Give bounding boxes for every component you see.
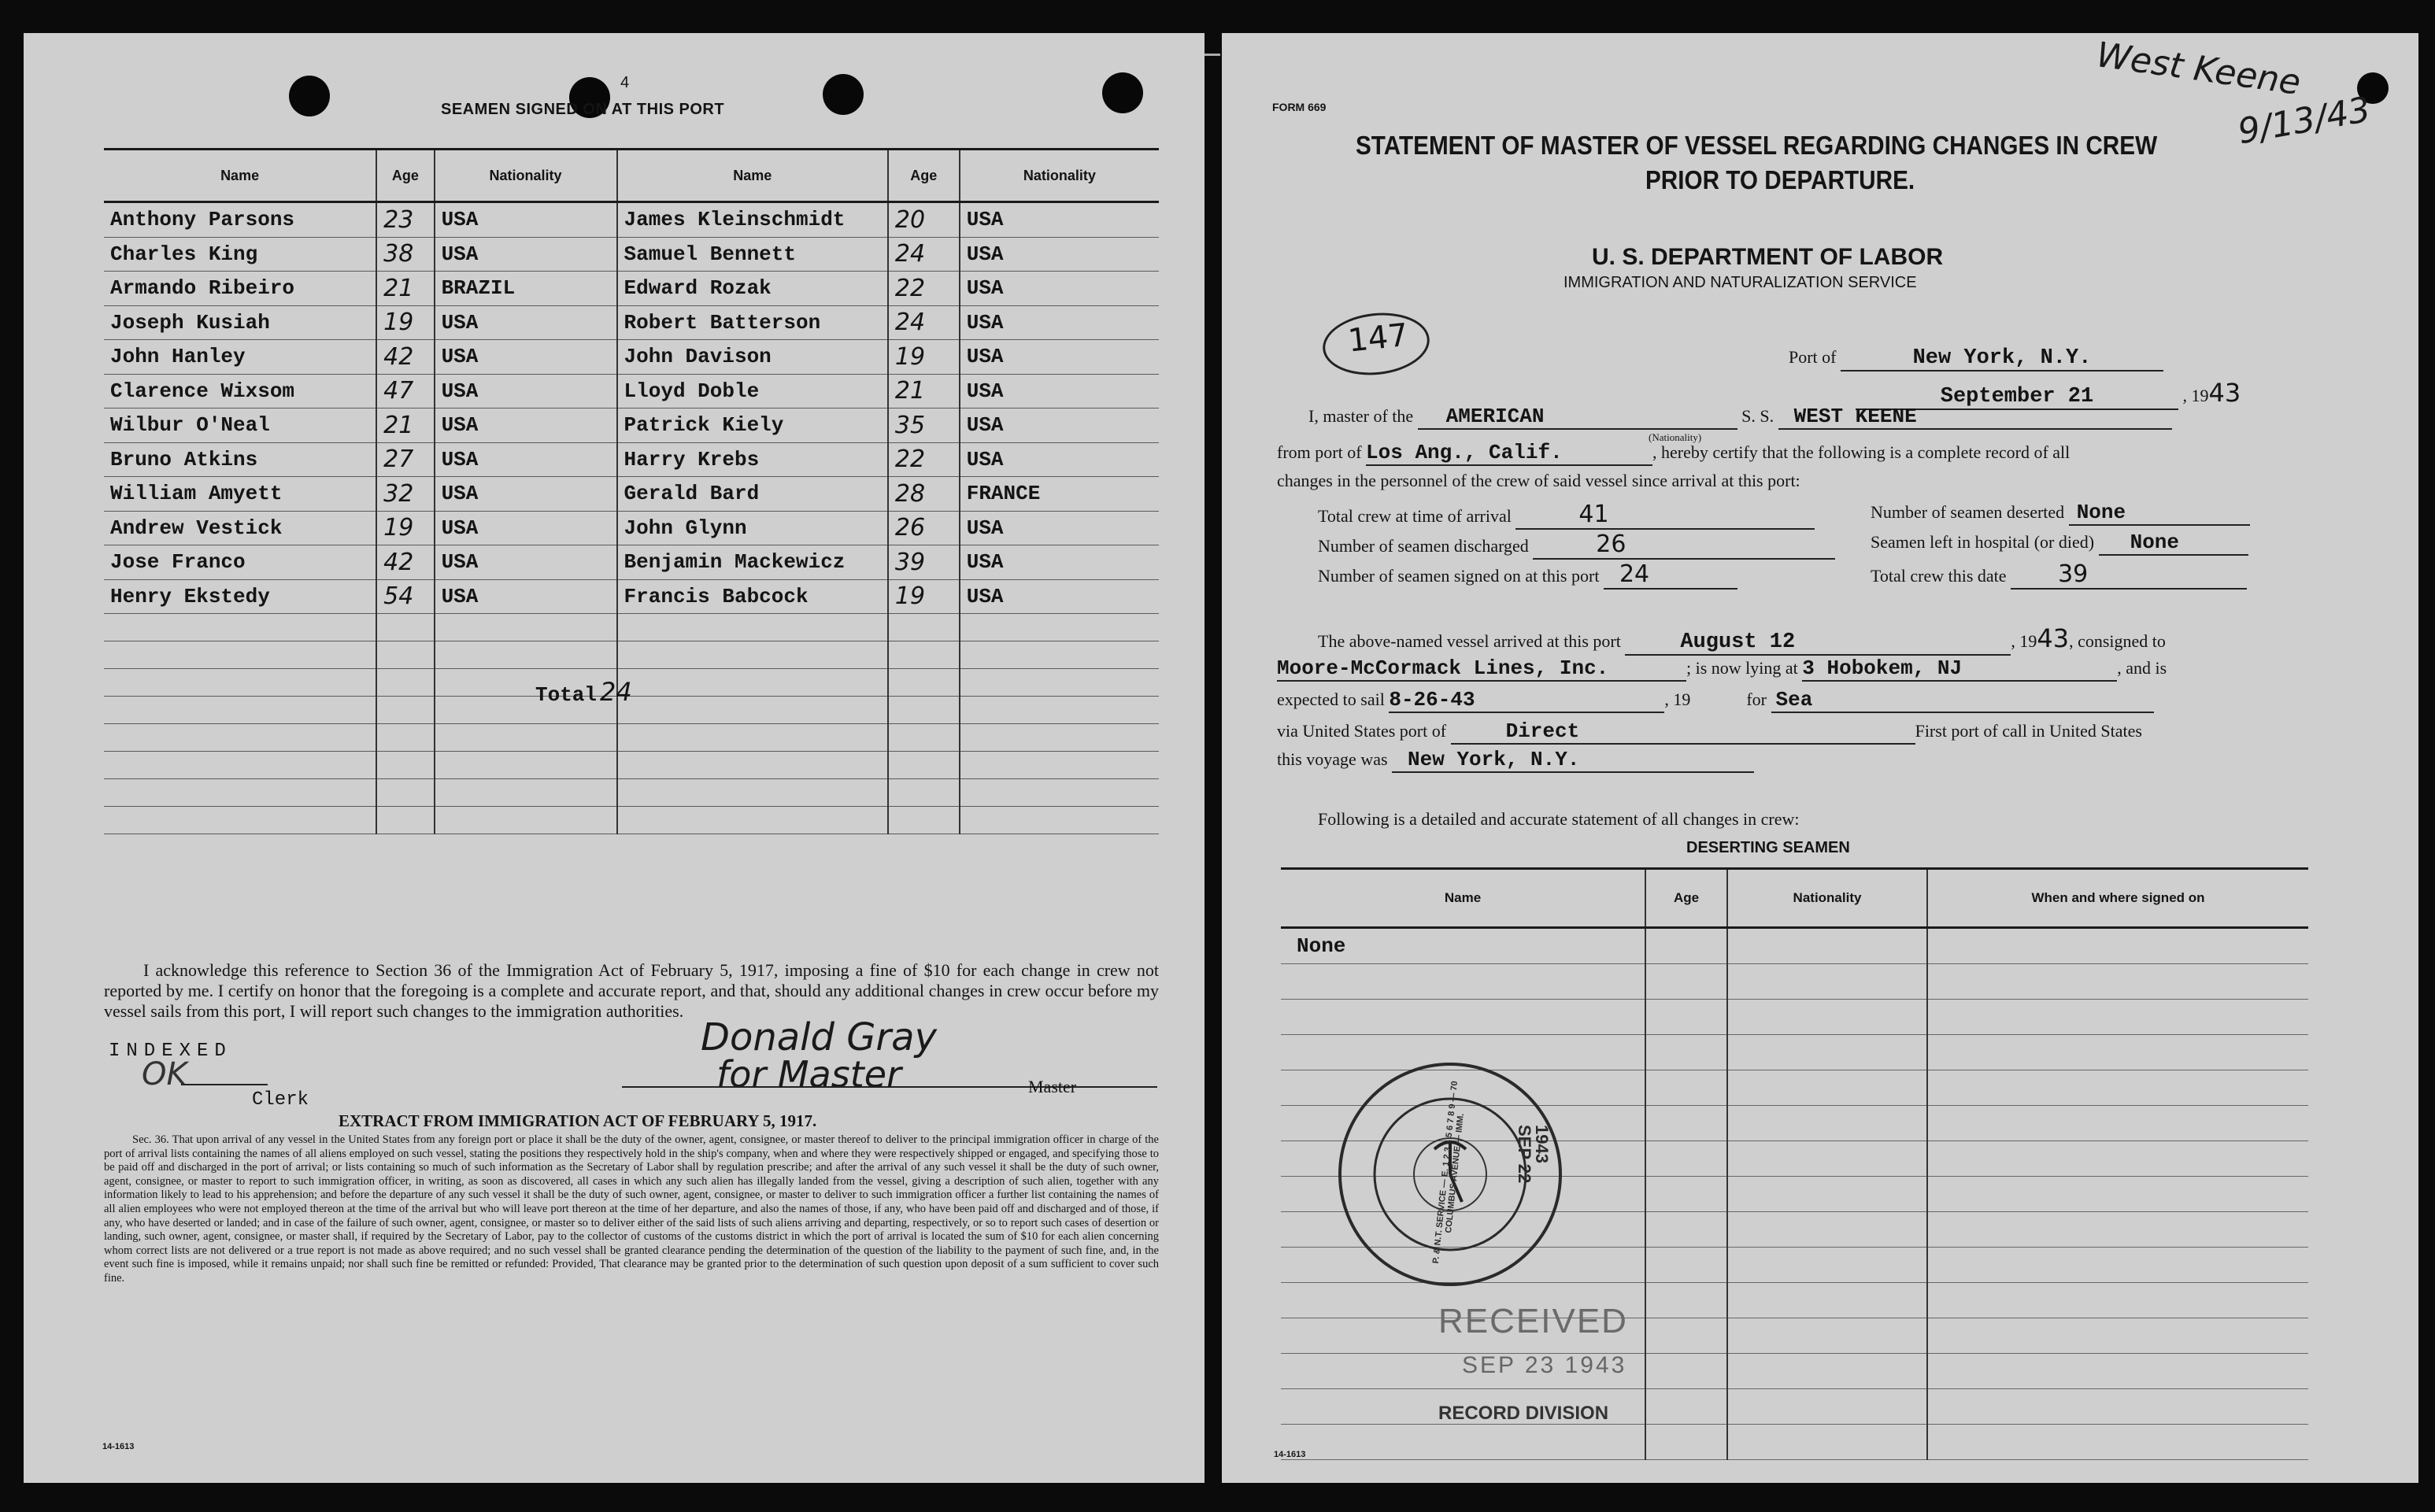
crew-age: 42 <box>376 340 434 375</box>
punch-hole <box>289 76 330 116</box>
port-field: Port of New York, N.Y. <box>1789 346 2163 372</box>
page-number: 4 <box>620 74 630 91</box>
desert-cell <box>1645 1070 1727 1106</box>
blank-cell <box>104 779 376 807</box>
blank-cell <box>888 724 960 752</box>
crew-age: 21 <box>376 408 434 443</box>
crew-name: Wilbur O'Neal <box>104 408 376 443</box>
blank-cell <box>617 641 888 669</box>
desert-cell <box>1927 928 2308 964</box>
crew-name: Charles King <box>104 237 376 272</box>
desert-cell <box>1927 1354 2308 1389</box>
table-row <box>104 579 1159 614</box>
circled-number: 147 <box>1319 308 1432 380</box>
blank-cell <box>960 779 1159 807</box>
crew-nationality: USA <box>435 511 617 545</box>
blank-cell <box>104 614 376 641</box>
desert-cell: None <box>1281 928 1645 964</box>
blank-cell <box>617 669 888 697</box>
right-page <box>1222 33 2418 1483</box>
table-row <box>104 202 1159 238</box>
table-row <box>104 477 1159 512</box>
desert-cell <box>1927 1389 2308 1425</box>
desert-cell <box>1645 1389 1727 1425</box>
from-port-line: from port of Los Ang., Calif. , hereby certify that the following is a complete record of all <box>1277 441 2070 464</box>
table-row <box>104 305 1159 340</box>
blank-cell <box>435 724 617 752</box>
crew-nationality: USA <box>960 511 1159 545</box>
date-field: September 21 , 1943 <box>1856 378 2241 410</box>
crew-nationality: USA <box>435 237 617 272</box>
indexed-stamp: INDEXED <box>109 1041 232 1062</box>
table-row <box>104 545 1159 580</box>
table-row <box>1281 1389 2308 1425</box>
deserted-count: Number of seamen deserted None <box>1871 501 2250 526</box>
total-value: 24 <box>600 677 632 707</box>
desert-cell <box>1281 1425 1645 1460</box>
blank-cell <box>376 669 434 697</box>
desert-cell <box>1727 1389 1927 1425</box>
changes-text: changes in the personnel of the crew of said vessel since arrival at this port: <box>1277 471 1800 490</box>
blank-cell <box>376 724 434 752</box>
postmark-date: 1943 SEP 22 <box>1515 1125 1552 1184</box>
desert-cell <box>1727 1283 1927 1318</box>
column-header: Age <box>888 150 960 202</box>
crew-name: Patrick Kiely <box>617 408 888 443</box>
crew-name: Joseph Kusiah <box>104 305 376 340</box>
section-heading: SEAMEN SIGNED ON AT THIS PORT <box>441 101 725 118</box>
desert-cell <box>1645 1177 1727 1212</box>
crew-nationality: USA <box>435 579 617 614</box>
crew-age: 19 <box>376 511 434 545</box>
crew-nationality: USA <box>435 477 617 512</box>
column-header: Nationality <box>435 150 617 202</box>
table-row <box>1281 964 2308 1000</box>
blank-cell <box>888 779 960 807</box>
crew-age: 26 <box>888 511 960 545</box>
blank-cell <box>104 752 376 779</box>
nationality-value: AMERICAN <box>1418 405 1737 430</box>
desert-cell <box>1927 964 2308 1000</box>
crew-signed-on-table <box>104 148 1159 834</box>
crew-nationality: USA <box>960 408 1159 443</box>
crew-age: 42 <box>376 545 434 580</box>
blank-row <box>104 641 1159 669</box>
date-year: 43 <box>2208 378 2241 408</box>
crew-nationality: USA <box>435 340 617 375</box>
desert-cell <box>1727 1318 1927 1354</box>
blank-cell <box>888 807 960 834</box>
blank-cell <box>960 669 1159 697</box>
desert-cell <box>1645 928 1727 964</box>
crew-name: Lloyd Doble <box>617 374 888 408</box>
column-header: Name <box>617 150 888 202</box>
crew-nationality: USA <box>435 202 617 238</box>
ship-name-value: WEST KEENE <box>1778 405 2172 430</box>
blank-cell <box>617 807 888 834</box>
crew-nationality: USA <box>435 442 617 477</box>
crew-name: Gerald Bard <box>617 477 888 512</box>
desert-cell <box>1927 1035 2308 1070</box>
desert-cell <box>1727 964 1927 1000</box>
total-label: Total <box>535 683 598 707</box>
desert-cell <box>1645 1425 1727 1460</box>
blank-cell <box>376 697 434 724</box>
crew-age: 19 <box>888 340 960 375</box>
table-header-row <box>1281 869 2308 928</box>
table-row <box>104 374 1159 408</box>
table-row <box>1281 1425 2308 1460</box>
clerk-label: Clerk <box>252 1089 309 1111</box>
crew-nationality: USA <box>960 374 1159 408</box>
column-header: Age <box>376 150 434 202</box>
desert-cell <box>1927 1106 2308 1141</box>
desert-cell <box>1927 1425 2308 1460</box>
crew-name: Bruno Atkins <box>104 442 376 477</box>
desert-cell <box>1927 1070 2308 1106</box>
master-label: Master <box>1028 1077 1077 1096</box>
column-header: When and where signed on <box>1927 869 2308 928</box>
desert-cell <box>1927 1141 2308 1177</box>
desert-cell <box>1727 1106 1927 1141</box>
received-date-stamp: SEP 23 1943 <box>1462 1352 1627 1378</box>
table-row <box>104 511 1159 545</box>
deserting-heading: DESERTING SEAMEN <box>1686 839 1850 856</box>
blank-cell <box>104 697 376 724</box>
signed-on-count: Number of seamen signed on at this port 24 <box>1318 560 1737 590</box>
crew-nationality: USA <box>960 237 1159 272</box>
blank-cell <box>888 752 960 779</box>
total-row <box>535 677 632 707</box>
form-number: FORM 669 <box>1272 101 1327 113</box>
blank-cell <box>435 752 617 779</box>
crew-name: Armando Ribeiro <box>104 272 376 306</box>
table-row <box>104 237 1159 272</box>
blank-cell <box>104 669 376 697</box>
signature-line <box>622 1086 1157 1088</box>
desert-cell <box>1927 1000 2308 1035</box>
desert-cell <box>1645 1248 1727 1283</box>
column-header: Age <box>1645 869 1727 928</box>
table-header-row <box>104 150 1159 202</box>
crew-age: 19 <box>376 305 434 340</box>
blank-cell <box>960 641 1159 669</box>
crew-age: 20 <box>888 202 960 238</box>
clerk-initials: OK <box>142 1056 187 1092</box>
column-header: Nationality <box>960 150 1159 202</box>
blank-cell <box>617 752 888 779</box>
master-signature: Donald Gray <box>701 1015 937 1059</box>
nationality-caption: (Nationality) <box>1649 431 1702 443</box>
crew-nationality: USA <box>960 579 1159 614</box>
from-port-value: Los Ang., Calif. <box>1366 441 1652 466</box>
desert-cell <box>1927 1212 2308 1248</box>
desert-cell <box>1645 1283 1727 1318</box>
consignee-line: Moore-McCormack Lines, Inc. ; is now lying at 3 Hobokem, NJ , and is <box>1277 656 2167 680</box>
service-name: IMMIGRATION AND NATURALIZATION SERVICE <box>1564 274 1917 291</box>
desert-cell <box>1727 1000 1927 1035</box>
crew-nationality: BRAZIL <box>435 272 617 306</box>
record-division-stamp: RECORD DIVISION <box>1438 1403 1609 1424</box>
crew-name: Anthony Parsons <box>104 202 376 238</box>
crew-name: Henry Ekstedy <box>104 579 376 614</box>
left-page <box>24 33 1205 1483</box>
crew-nationality: USA <box>435 374 617 408</box>
blank-cell <box>617 724 888 752</box>
blank-row <box>104 724 1159 752</box>
blank-cell <box>888 641 960 669</box>
punch-hole <box>823 74 864 115</box>
master-signature-for: for Master <box>716 1053 901 1096</box>
crew-nationality: USA <box>960 202 1159 238</box>
crew-name: Samuel Bennett <box>617 237 888 272</box>
form-title-line2: PRIOR TO DEPARTURE. <box>1645 165 1915 194</box>
column-header: Name <box>1281 869 1645 928</box>
department-name: U. S. DEPARTMENT OF LABOR <box>1592 244 1944 270</box>
handwritten-vessel-note: West Keene <box>2093 35 2304 103</box>
table-row <box>1281 928 2308 964</box>
crew-nationality: FRANCE <box>960 477 1159 512</box>
blank-row <box>104 779 1159 807</box>
crew-age: 32 <box>376 477 434 512</box>
blank-cell <box>960 807 1159 834</box>
discharged-count: Number of seamen discharged 26 <box>1318 530 1835 560</box>
crew-age: 19 <box>888 579 960 614</box>
total-crew-arrival: Total crew at time of arrival 41 <box>1318 501 1815 530</box>
table-row <box>104 442 1159 477</box>
certification-text: I acknowledge this reference to Section 36 of the Immigration Act of February 5, 1917, imposing a fine of $10 for each change in crew not reported by me. I certify on honor that the foregoing is a complete and accurate report, and that, should any additional changes in crew occur before my vessel sails from this port, I will report such changes to the immigration authorities. <box>104 960 1159 1021</box>
desert-cell <box>1727 1177 1927 1212</box>
desert-cell <box>1927 1177 2308 1212</box>
received-stamp: RECEIVED <box>1438 1302 1628 1340</box>
date-value: September 21 <box>1856 385 2178 410</box>
desert-cell <box>1727 928 1927 964</box>
table-row <box>104 272 1159 306</box>
circular-postmark-stamp <box>1332 1056 1568 1292</box>
desert-cell <box>1645 1035 1727 1070</box>
table-row <box>1281 1000 2308 1035</box>
crew-age: 27 <box>376 442 434 477</box>
blank-cell <box>617 697 888 724</box>
crew-age: 22 <box>888 272 960 306</box>
expected-sail-line: expected to sail 8-26-43 , 19 for Sea <box>1277 688 2154 713</box>
postmark-ring-text: P. & N.T. SERVICE — E. 1 2 3 4 5 6 7 8 9 — 70 COLUMBUS AVENUE — IMM. <box>1430 1080 1466 1264</box>
crew-age: 54 <box>376 579 434 614</box>
crew-age: 47 <box>376 374 434 408</box>
crew-nationality: USA <box>960 545 1159 580</box>
desert-cell <box>1927 1318 2308 1354</box>
blank-cell <box>888 697 960 724</box>
blank-cell <box>617 779 888 807</box>
column-header: Name <box>104 150 376 202</box>
arrival-line: The above-named vessel arrived at this port August 12 , 1943, consigned to <box>1318 623 2166 654</box>
extract-text: Sec. 36. That upon arrival of any vessel in the United States from any foreign port or place it shall be the duty of the owner, agent, consignee, or master thereof to deliver to the principal immigration officer in charge of the port of arrival lists containing the names of all aliens employed on such vessel, stating the positions they respectively hold in the ship's company, when and where they were respectively shipped or engaged, and specifying those to be paid off and discharged in the port of arrival; or lists containing so much of such information as the Secretary of Labor shall by regulation prescribe; and after the arrival of any such vessel it shall be the duty of such owner, agent, consignee, or master to report to such immigration officer, in writing, as soon as discovered, all cases in which any such alien has illegally landed from the vessel, giving a description of such alien, together with any information likely to lead to his apprehension; and before the departure of any such vessel it shall be the duty of such owner, agent, consignee, or master to deliver to such immigration officer a further list containing the names of all alien employees who were not employed thereon at the time of the arrival but who will leave port thereon at the time of her departure, and also the names of those, if any, who have been paid off and discharged and of those, if any, who have deserted or landed; and in case of the failure of such owner, agent, consignee, or master so to deliver either of the said lists of such aliens arriving and departing, respectively, or so to report such cases of desertion or landing, such owner, agent, consignee, or master shall, if required by the Secretary of Labor, pay to the collector of customs of the customs district in which the port of arrival is located the sum of $10 for each alien concerning whom correct lists are not delivered or a true report is not made as above required; and no such vessel shall be granted clearance pending the determination of the question of the liability to the payment of such fine, and, in the event such fine is imposed, while it remains unpaid; nor shall such fine be remitted or refunded: Provided, That clearance may be granted prior to the determination of such question upon deposit of a sum sufficient to cover such fine. <box>104 1133 1159 1285</box>
crew-name: Clarence Wixsom <box>104 374 376 408</box>
desert-cell <box>1281 964 1645 1000</box>
crew-age: 38 <box>376 237 434 272</box>
blank-cell <box>617 614 888 641</box>
blank-cell <box>960 614 1159 641</box>
desert-cell <box>1727 1070 1927 1106</box>
clerk-line <box>181 1084 268 1085</box>
crew-name: John Hanley <box>104 340 376 375</box>
blank-cell <box>376 641 434 669</box>
desert-cell <box>1645 1106 1727 1141</box>
footer-code: 14-1613 <box>1274 1450 1306 1459</box>
desert-cell <box>1645 1354 1727 1389</box>
blank-cell <box>376 752 434 779</box>
blank-cell <box>104 807 376 834</box>
crew-name: John Glynn <box>617 511 888 545</box>
blank-cell <box>435 614 617 641</box>
desert-cell <box>1727 1035 1927 1070</box>
blank-cell <box>104 641 376 669</box>
master-of-line: I, master of the AMERICAN S. S. WEST KEENE <box>1308 405 2172 430</box>
desert-cell <box>1645 1318 1727 1354</box>
desert-cell <box>1727 1141 1927 1177</box>
crew-age: 24 <box>888 237 960 272</box>
table-row <box>1281 1318 2308 1354</box>
desert-cell <box>1281 1000 1645 1035</box>
blank-cell <box>960 752 1159 779</box>
desert-cell <box>1727 1212 1927 1248</box>
crew-name: Harry Krebs <box>617 442 888 477</box>
crew-age: 23 <box>376 202 434 238</box>
crew-name: Benjamin Mackewicz <box>617 545 888 580</box>
desert-cell <box>1727 1425 1927 1460</box>
desert-cell <box>1727 1248 1927 1283</box>
form-title-line1: STATEMENT OF MASTER OF VESSEL REGARDING CHANGES IN CREW <box>1356 131 2158 160</box>
crew-nationality: USA <box>435 545 617 580</box>
table-row <box>104 340 1159 375</box>
desert-cell <box>1927 1283 2308 1318</box>
crew-name: James Kleinschmidt <box>617 202 888 238</box>
crew-name: Robert Batterson <box>617 305 888 340</box>
blank-cell <box>435 779 617 807</box>
blank-cell <box>960 724 1159 752</box>
crew-nationality: USA <box>435 408 617 443</box>
hospital-count: Seamen left in hospital (or died) None <box>1871 530 2248 556</box>
punch-hole <box>1102 72 1143 113</box>
table-row <box>1281 1354 2308 1389</box>
desert-cell <box>1645 1141 1727 1177</box>
voyage-line: this voyage was New York, N.Y. <box>1277 748 1754 773</box>
extract-heading: EXTRACT FROM IMMIGRATION ACT OF FEBRUARY 5, 1917. <box>339 1111 817 1130</box>
desert-cell <box>1927 1248 2308 1283</box>
blank-row <box>104 614 1159 641</box>
table-row <box>104 408 1159 443</box>
crew-name: Edward Rozak <box>617 272 888 306</box>
desert-cell <box>1645 1000 1727 1035</box>
blank-cell <box>888 669 960 697</box>
crew-age: 28 <box>888 477 960 512</box>
crew-age: 22 <box>888 442 960 477</box>
blank-cell <box>376 779 434 807</box>
crew-age: 21 <box>376 272 434 306</box>
crew-age: 21 <box>888 374 960 408</box>
crew-nationality: USA <box>435 305 617 340</box>
crew-nationality: USA <box>960 272 1159 306</box>
crew-age: 39 <box>888 545 960 580</box>
blank-cell <box>888 614 960 641</box>
port-value: New York, N.Y. <box>1841 346 2163 372</box>
crew-name: Jose Franco <box>104 545 376 580</box>
blank-cell <box>104 724 376 752</box>
desert-cell <box>1645 964 1727 1000</box>
crew-name: Andrew Vestick <box>104 511 376 545</box>
desert-cell <box>1727 1354 1927 1389</box>
crew-nationality: USA <box>960 340 1159 375</box>
blank-cell <box>960 697 1159 724</box>
via-port-line: via United States port of Direct First port of call in United States <box>1277 719 2142 743</box>
crew-name: William Amyett <box>104 477 376 512</box>
crew-age: 35 <box>888 408 960 443</box>
blank-cell <box>376 807 434 834</box>
following-text: Following is a detailed and accurate statement of all changes in crew: <box>1318 809 1800 829</box>
crew-name: John Davison <box>617 340 888 375</box>
blank-cell <box>435 807 617 834</box>
blank-row <box>104 807 1159 834</box>
desert-cell <box>1645 1212 1727 1248</box>
handwritten-date-note: 9/13/43 <box>2234 89 2374 153</box>
crew-nationality: USA <box>960 442 1159 477</box>
column-header: Nationality <box>1727 869 1927 928</box>
crew-name: Francis Babcock <box>617 579 888 614</box>
blank-cell <box>435 641 617 669</box>
total-crew-date: Total crew this date 39 <box>1871 560 2247 590</box>
blank-cell <box>376 614 434 641</box>
footer-code: 14-1613 <box>102 1442 135 1451</box>
crew-nationality: USA <box>960 305 1159 340</box>
blank-row <box>104 752 1159 779</box>
crew-age: 24 <box>888 305 960 340</box>
